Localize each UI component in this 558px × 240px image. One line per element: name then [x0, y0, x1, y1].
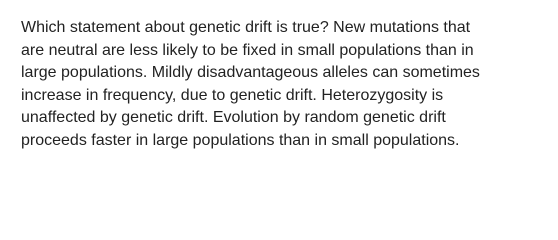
question-text: [21, 17, 543, 152]
question-line: are neutral are less likely to be fixed in small populations than in: [21, 41, 474, 59]
question-line: unaffected by genetic drift. Evolution by random genetic drift: [21, 109, 446, 126]
question-line: large populations. Mildly disadvantageous alleles can sometimes: [21, 64, 480, 81]
question-line: Which statement about genetic drift is true? New mutations that: [21, 19, 471, 36]
question-line: increase in frequency, due to genetic drift. Heterozygosity is: [21, 86, 444, 104]
question-line: proceeds faster in large populations than in small populations.: [21, 131, 460, 149]
